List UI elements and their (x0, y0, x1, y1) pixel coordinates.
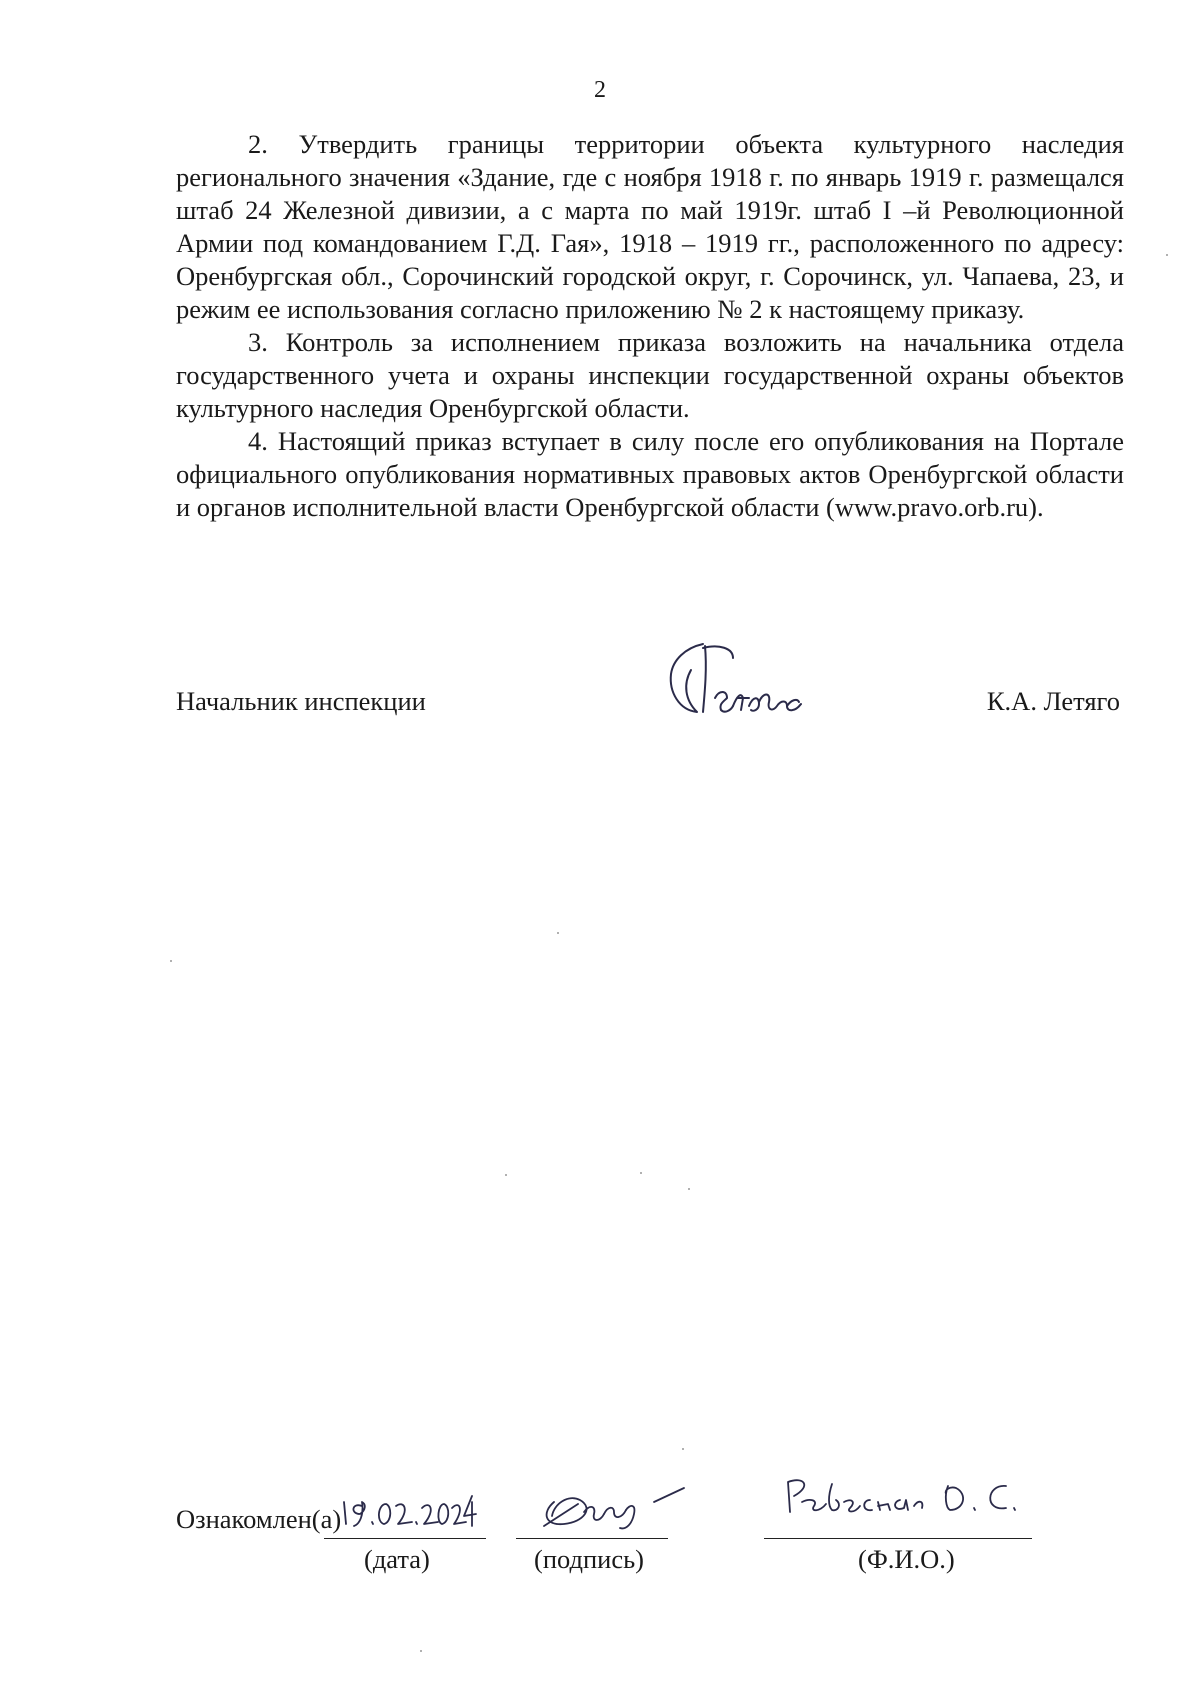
employee-signature (534, 1482, 694, 1534)
scan-speck (170, 960, 172, 962)
scan-speck (1166, 254, 1168, 256)
scan-speck (640, 1172, 642, 1174)
signatory-title: Начальник инспекции (176, 686, 426, 716)
paragraph-2: 2. Утвердить границы территории объекта культурного наследия регионального значения «Здание, где с ноября 1918 г. по январь 1919 г. размещался штаб 24 Железной дивизии, а с марта по май 1919г. штаб I –й Революционной Армии под командованием Г.Д. Гая», 1918 – 1919 гг., расположенного по адресу: Оренбургская обл., Сорочинский городской округ, г. Сорочинск, ул. Чапаева, 23, и режим ее использования согласно приложению № 2 к настоящему приказу. (176, 129, 1124, 324)
signature-caption: (подпись) (534, 1544, 645, 1574)
scan-speck (557, 932, 559, 934)
fio-caption: (Ф.И.О.) (858, 1544, 955, 1574)
date-caption: (дата) (364, 1544, 430, 1574)
chief-signature (645, 640, 845, 730)
paragraph-3: 3. Контроль за исполнением приказа возложить на начальника отдела государственного учета и охраны инспекции государственной охраны объектов культурного наследия Оренбургской области. (176, 327, 1124, 423)
page-number: 2 (594, 77, 606, 103)
handwritten-date (338, 1488, 478, 1532)
scan-speck (688, 1188, 690, 1190)
scan-speck (505, 1174, 507, 1176)
handwritten-fio (780, 1472, 1060, 1524)
scan-speck (420, 1650, 422, 1652)
acknowledgement-block (176, 1500, 1076, 1590)
signatory-name: К.А. Летяго (986, 686, 1120, 716)
document-body (176, 128, 1124, 524)
signature-line (516, 1538, 668, 1539)
scan-speck (682, 1448, 684, 1450)
acknowledged-label: Ознакомлен(а) (176, 1504, 342, 1534)
paragraph-4: 4. Настоящий приказ вступает в силу после его опубликования на Портале официального опубликования нормативных правовых актов Оренбургской области и органов исполнительной власти Оренбургской области (www.pravo.orb.ru). (176, 426, 1124, 522)
date-line (324, 1538, 486, 1539)
fio-line (764, 1538, 1032, 1539)
